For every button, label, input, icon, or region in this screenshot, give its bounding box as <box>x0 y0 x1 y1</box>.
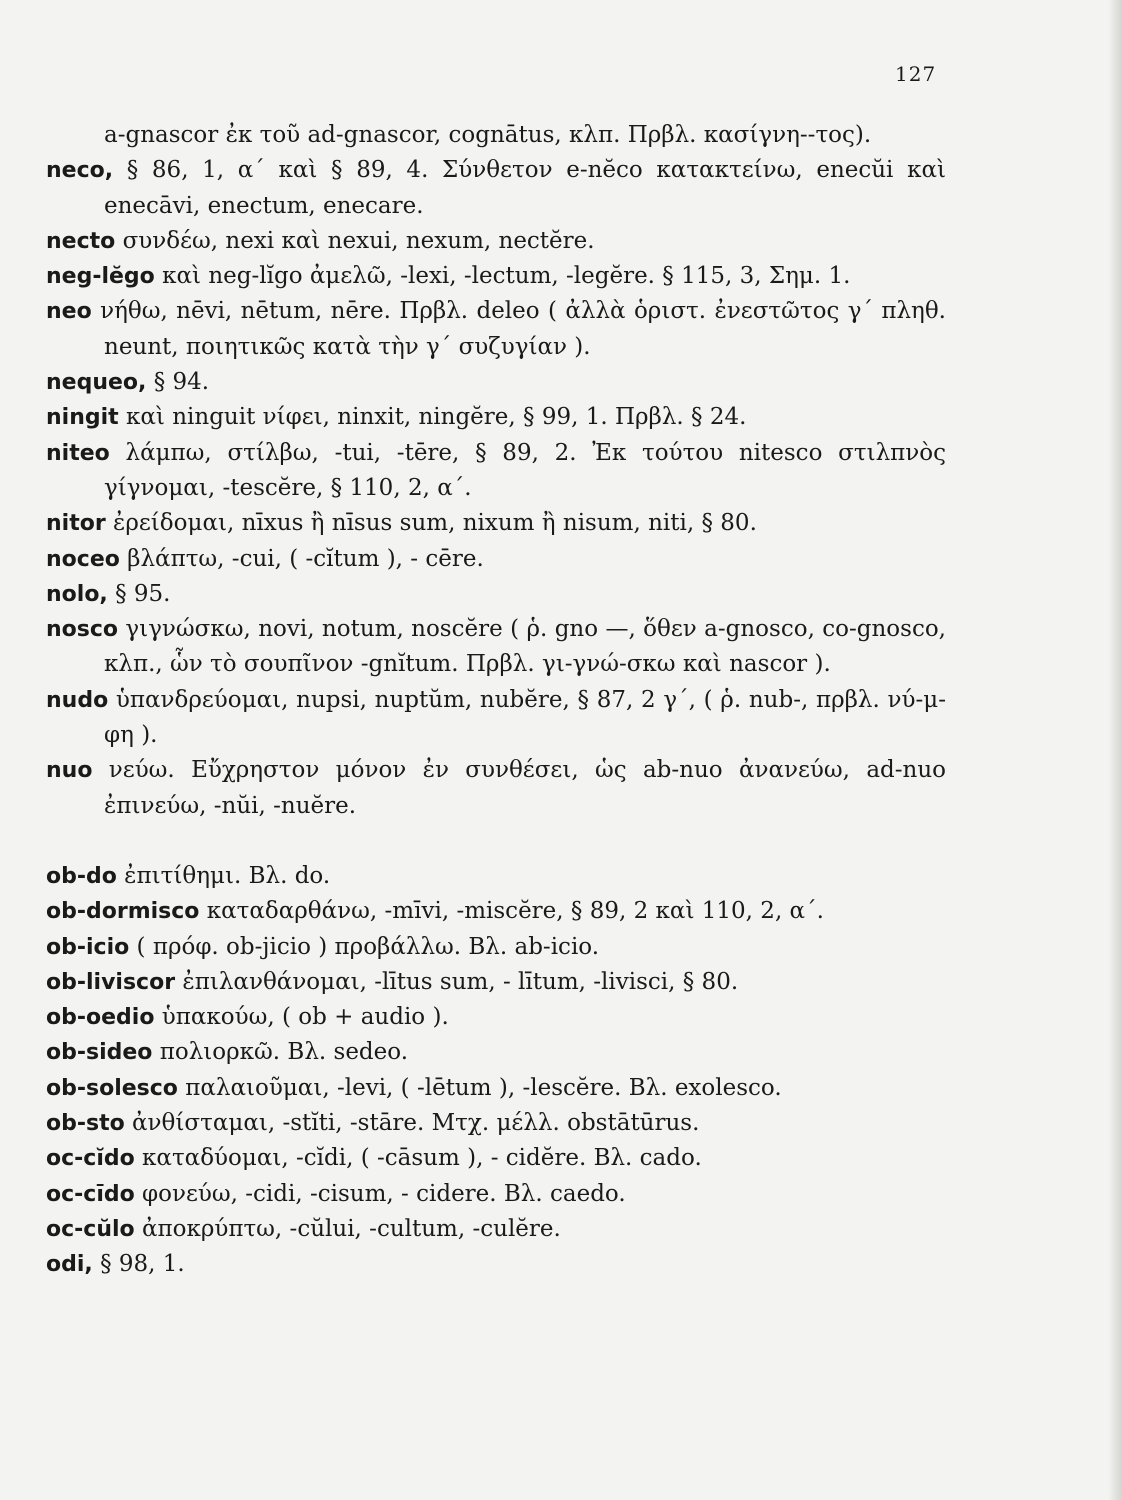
entry <box>46 577 946 612</box>
entry-text: παλαιοῦμαι, -levi, ( -lētum ), -lescĕre. Βλ. exolesco. <box>177 1074 782 1101</box>
entry <box>46 506 946 541</box>
entry-text: ( πρόφ. ob-jicio ) προβάλλω. Βλ. ab-icio. <box>129 933 600 960</box>
entry-head: noceo <box>46 546 120 572</box>
entry-head: odi, <box>46 1252 93 1278</box>
entry <box>46 612 946 683</box>
entry-text: γιγνώσκω, novi, notum, noscĕre ( ῥ. gno —, ὅθεν a-gnosco, co-gnosco, κλπ., ὧν τὸ σουπῖνον -gnĭtum. Πρβλ. γι-γνώ-σκω καὶ nascor ). <box>104 616 946 678</box>
entry-head: ob-sideo <box>46 1040 153 1066</box>
entry <box>46 153 946 224</box>
entry-text: ἀποκρύπτω, -cŭlui, -cultum, -culĕre. <box>134 1215 561 1242</box>
entry-head: neo <box>46 299 92 325</box>
entry <box>46 1106 946 1141</box>
entry <box>46 1212 946 1247</box>
entry-head: neg-lĕgo <box>46 264 155 290</box>
entry-head: ningit <box>46 405 119 431</box>
entry-text: § 86, 1, α΄ καὶ § 89, 4. Σύνθετον e-nĕco κατακτείνω, enecŭi καὶ enecāvi, enectum, enecare. <box>104 157 946 219</box>
entry <box>46 1000 946 1035</box>
entry <box>46 365 946 400</box>
entry <box>46 965 946 1000</box>
entry <box>46 1035 946 1070</box>
entry-text: ἐπιλανθάνομαι, -lītus sum, - lītum, -livisci, § 80. <box>175 968 739 995</box>
entry <box>46 1141 946 1176</box>
entry-head: ob-icio <box>46 934 130 960</box>
entry-head: nosco <box>46 617 119 643</box>
entry-text: καταδαρθάνω, -mīvi, -miscĕre, § 89, 2 καὶ 110, 2, α΄. <box>199 898 824 925</box>
entry-head: ob-oedio <box>46 1005 155 1031</box>
entry <box>46 118 946 153</box>
entry-text: λάμπω, στίλβω, -tui, -tēre, § 89, 2. Ἐκ τούτου nitesco στιλπνὸς γίγνομαι, -tescĕre, § 110, 2, α΄. <box>104 439 946 501</box>
entry <box>46 436 946 507</box>
entry <box>46 1247 946 1282</box>
entry-text: πολιορκῶ. Βλ. sedeo. <box>152 1039 409 1066</box>
entry-text: ἐρείδομαι, nīxus ἢ nīsus sum, nixum ἢ nisum, niti, § 80. <box>105 510 757 537</box>
entry-text: συνδέω, nexi καὶ nexui, nexum, nectĕre. <box>115 227 595 254</box>
entry-head: nitor <box>46 511 106 537</box>
entry <box>46 259 946 294</box>
entry <box>46 894 946 929</box>
dictionary-entries <box>46 118 946 1283</box>
entry <box>46 859 946 894</box>
entry <box>46 930 946 965</box>
entry-head: oc-cŭlo <box>46 1216 135 1242</box>
entry-head: ob-dormisco <box>46 899 200 925</box>
entry-text: § 98, 1. <box>92 1251 185 1278</box>
entry-head: necto <box>46 228 116 254</box>
entry-text: § 95. <box>107 580 171 607</box>
entry-head: nequeo, <box>46 370 147 396</box>
entry <box>46 753 946 824</box>
entry-text: ἀνθίσταμαι, -stĭti, -stāre. Μτχ. μέλλ. obstātūrus. <box>124 1110 700 1137</box>
entry-text: καταδύομαι, -cĭdi, ( -cāsum ), - cidĕre. Βλ. cado. <box>134 1145 702 1172</box>
entry-text: βλάπτω, -cui, ( -cĭtum ), - cēre. <box>119 545 484 572</box>
entry-head: ob-do <box>46 863 117 889</box>
page-number: 127 <box>895 62 937 86</box>
entry-text: νεύω. Εὔχρηστον μόνον ἐν συνθέσει, ὡς ab-nuo ἀνανεύω, ad-nuo ἐπινεύω, -nŭi, -nuĕre. <box>92 757 946 819</box>
entry-text: ὑπακούω, ( ob + audio ). <box>154 1004 449 1031</box>
entry-head: nudo <box>46 687 109 713</box>
entry-head: oc-cīdo <box>46 1181 135 1207</box>
entry-text: καὶ ninguit νίφει, ninxit, ningĕre, § 99, 1. Πρβλ. § 24. <box>118 404 747 431</box>
section-gap <box>46 824 946 859</box>
entry <box>46 683 946 754</box>
entry-text: ἐπιτίθημι. Βλ. do. <box>116 862 331 889</box>
entry-text: νήθω, nēvi, nētum, nēre. Πρβλ. deleo ( ἀλλὰ ὁριστ. ἐνεστῶτος γ΄ πληθ. neunt, ποιητικῶς κατὰ τὴν γ΄ συζυγίαν ). <box>91 298 946 360</box>
entry <box>46 400 946 435</box>
entry <box>46 1177 946 1212</box>
entry <box>46 1071 946 1106</box>
entry-head: ob-sto <box>46 1111 125 1137</box>
entry-head: niteo <box>46 440 110 466</box>
entry-head: neco, <box>46 158 114 184</box>
entry <box>46 542 946 577</box>
entry <box>46 224 946 259</box>
entry-head: ob-solesco <box>46 1075 178 1101</box>
entry-head: oc-cĭdo <box>46 1146 135 1172</box>
entry-text: § 94. <box>146 369 210 396</box>
entry-text: a-gnascor ἐκ τοῦ ad-gnascor, cognātus, κλπ. Πρβλ. κασίγνη--τος). <box>104 122 872 148</box>
page-edge <box>1108 0 1122 1500</box>
entry-head: nuo <box>46 758 93 784</box>
entry-text: ὑπανδρεύομαι, nupsi, nuptŭm, nubĕre, § 87, 2 γ΄, ( ῥ. nub-, πρβλ. νύ-μ-φη ). <box>104 686 946 749</box>
entry-head: nolo, <box>46 581 108 607</box>
entry-text: καὶ neg-lĭgo ἀμελῶ, -lexi, -lectum, -legĕre. § 115, 3, Σημ. 1. <box>154 263 851 290</box>
entry <box>46 294 946 365</box>
entry-head: ob-liviscor <box>46 969 176 995</box>
entry-text: φονεύω, -cidi, -cisum, - cidere. Βλ. caedo. <box>134 1180 626 1207</box>
